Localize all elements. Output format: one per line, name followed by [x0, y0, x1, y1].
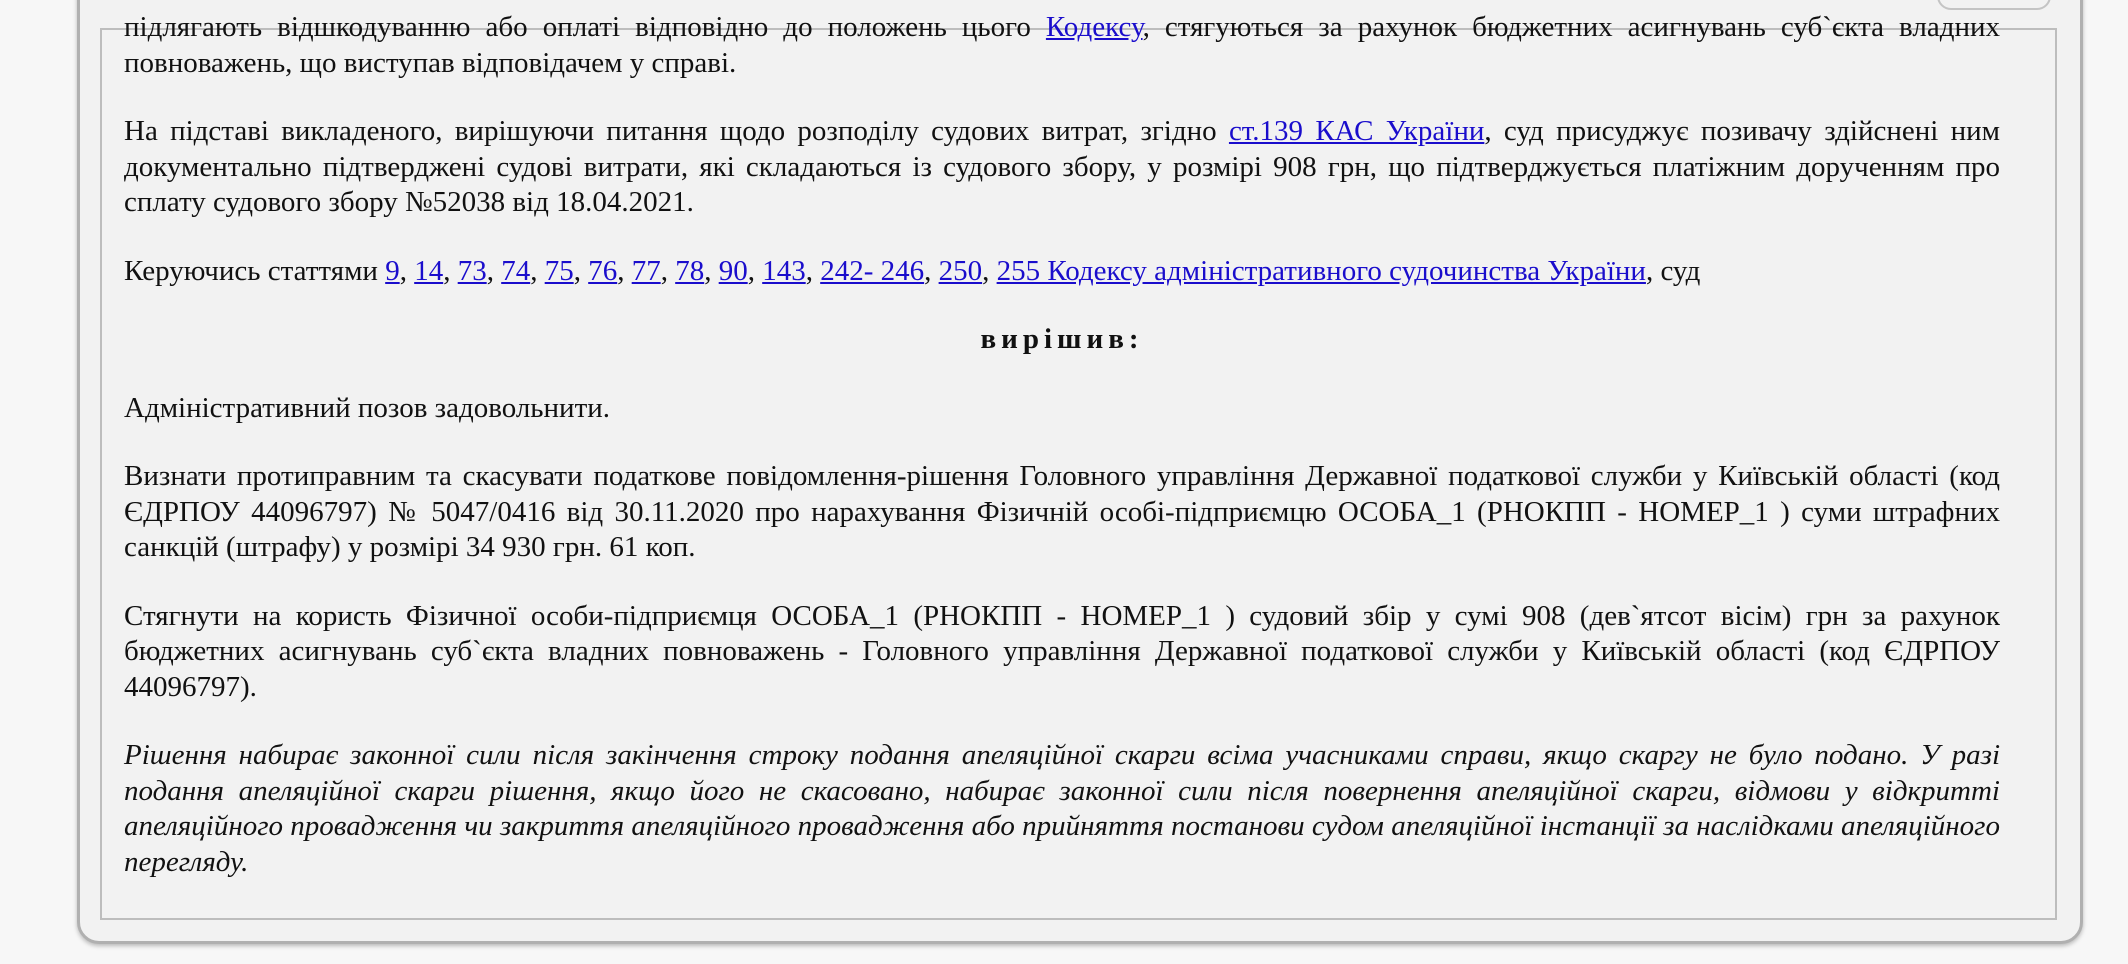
paragraph-1-cut-tail: , стягуються за рахунок бюджетних асигнувань суб`єкта — [1142, 11, 1884, 43]
article-separator: , — [486, 254, 502, 287]
article-separator: , — [617, 254, 632, 287]
article-link[interactable]: 255 Кодексу адміністративного судочинства України — [996, 254, 1646, 287]
paragraph-5: Визнати протиправним та скасувати податкове повідомлення-рішення Головного управління Державної податкової служби у Київській області (код ЄДРПОУ 44096797) № 5047/0416 від 30.11.2020 про нарахування Фізичній особі-підприємцю ОСОБА_1 (РНОКПП - НОМЕР_1 ) суми штрафних санкцій (штрафу) у розмірі 34 930 грн. 61 коп. — [124, 460, 2000, 563]
article-separator: , — [747, 254, 763, 287]
article-link[interactable]: 78 — [675, 254, 705, 287]
article-separator: , — [573, 254, 589, 287]
article-separator: , — [399, 254, 415, 287]
paragraph-2-text-a: На підставі викладеного, вирішуючи питання щодо розподілу судових витрат, згідно — [124, 115, 1229, 147]
paragraph-4: Адміністративний позов задовольнити. — [124, 391, 611, 424]
document-text-frame — [100, 11, 2057, 920]
article-separator: , — [660, 254, 676, 287]
article-link[interactable]: 75 — [544, 254, 574, 287]
paragraph-1-tail: владних повноважень, що виступав відповідачем у справі. — [124, 11, 2000, 79]
paragraph-3-text-b: , суд — [1645, 254, 1701, 287]
article-separator: , — [805, 254, 821, 287]
article-link[interactable]: 14 — [414, 254, 444, 287]
article-separator: , — [443, 254, 458, 287]
article-link[interactable]: 242- 246 — [820, 254, 925, 287]
article-link[interactable]: 250 — [938, 254, 983, 287]
article-link[interactable]: 74 — [501, 254, 531, 287]
article-separator: , — [530, 254, 545, 287]
article-separator: , — [704, 254, 719, 287]
paragraph-1-cut-line: підлягають відшкодуванню або оплаті відповідно до положень цього — [124, 11, 1046, 43]
paragraph-6: Стягнути на користь Фізичної особи-підприємця ОСОБА_1 (РНОКПП - НОМЕР_1 ) судовий збір у сумі 908 (дев`ятсот вісім) грн за рахунок бюджетних асигнувань суб`єкта владних повноважень - Головного управління Державної податкової служби у Київській області (код ЄДРПОУ 44096797). — [124, 599, 2000, 703]
paragraph-2-text-b: , суд присуджує позивачу здійснені ним документально підтверджені судові витрати, які складаються із судового збору, у розмірі 908 грн, що підтверджується платіжним дорученням про сплату судового збору №52038 від 18.04.2021. — [124, 115, 2000, 218]
article-separator: , — [982, 254, 997, 287]
article-139-link[interactable]: ст.139 КАС України — [1228, 115, 1485, 147]
article-link[interactable]: 143 — [762, 254, 806, 287]
decision-heading: вирішив: — [980, 323, 1144, 355]
paragraph-3 — [124, 254, 2000, 290]
code-link[interactable]: Кодексу — [1045, 11, 1143, 43]
paragraph-7: Рішення набирає законної сили після закінчення строку подання апеляційної скарги всіма учасниками справи, якщо скаргу не було подано. У разі подання апеляційної скарги рішення, якщо його не скасовано, набирає законної сили після повернення апеляційної скарги, відмови у відкритті апеляційного провадження чи закриття апеляційного провадження або прийняття постанови судом апеляційної інстанції за наслідками апеляційного перегляду. — [124, 739, 2000, 878]
article-link[interactable]: 76 — [588, 254, 618, 287]
article-links — [385, 255, 1646, 287]
article-link[interactable]: 9 — [385, 254, 400, 287]
article-link[interactable]: 90 — [718, 254, 748, 287]
paragraph-3-text-a: Керуючись статтями — [124, 254, 386, 287]
paragraph-2 — [124, 114, 2000, 221]
article-separator: , — [924, 254, 939, 287]
article-link[interactable]: 73 — [457, 254, 487, 287]
document-body — [124, 11, 2000, 880]
paragraph-1 — [124, 10, 2000, 81]
article-link[interactable]: 77 — [631, 254, 661, 287]
top-tab-button[interactable] — [1937, 0, 2051, 10]
